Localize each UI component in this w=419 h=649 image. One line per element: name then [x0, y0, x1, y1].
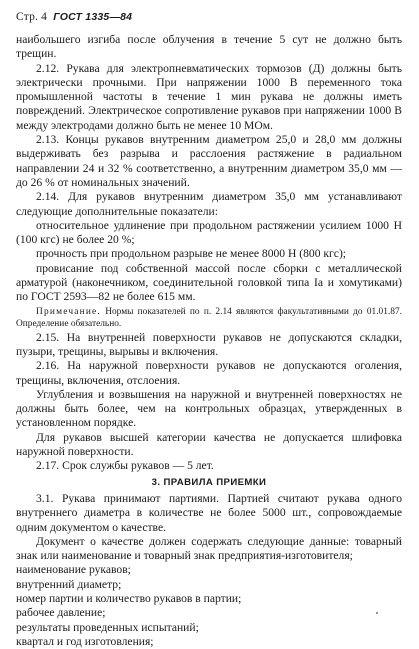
- page-header: [16, 11, 132, 23]
- section-title: 3. ПРАВИЛА ПРИЕМКИ: [151, 476, 267, 488]
- document-body: [16, 33, 402, 649]
- clause-2-17: 2.17. Срок службы рукавов — 5 лет.: [36, 459, 214, 473]
- note-text: Нормы показателей по п. 2.14 являются факультативными до 01.01.87. Определение обязательно.: [16, 306, 402, 329]
- standard-code: ГОСТ 1335—84: [53, 11, 133, 23]
- list-item: квартал и год изготовления;: [16, 634, 154, 648]
- clause-2-12: 2.12. Рукава для электропневматических тормозов (Д) должны быть электрически прочными. При напряжении 1000 В переменного тока промышленной частоты в течение 1 мин рукава не должны иметь повреждений. Электрическое сопротивление рукавов при напряжении 1000 В между электродами должно быть не менее 10 МОм.: [16, 61, 402, 132]
- paragraph-grinding: Для рукавов высшей категории качества не допускается шлифовка наружной поверхности.: [16, 430, 402, 459]
- note: [16, 306, 402, 330]
- clause-2-13: 2.13. Концы рукавов внутренним диаметром 25,0 и 28,0 мм должны выдерживать без разрыва и расслоения растяжение в радиальном направлении 24 и 32 % соответственно, а внутренним диаметром 35,0 мм — до 26 % от номинальных значений.: [16, 133, 402, 189]
- clause-2-14: 2.14. Для рукавов внутренним диаметром 35,0 мм устанавливают следующие дополнительные показатели:: [16, 190, 402, 218]
- clause-2-15: 2.15. На внутренней поверхности рукавов не допускаются складки, пузыри, трещины, вырывы и включения.: [16, 330, 402, 358]
- page-number: Стр. 4: [16, 11, 48, 23]
- paragraph-continuation: наибольшего изгиба после облучения в течение 5 сут не должно быть трещин.: [16, 33, 402, 61]
- paragraph-surface-defects: Углубления и возвышения на наружной и внутренней поверхностях не должны быть более, чем на контрольных образцах, утвержденных в установленном порядке.: [16, 387, 402, 430]
- list-item: рабочее давление;: [16, 606, 106, 620]
- list-item: наименование рукавов;: [16, 563, 131, 577]
- clause-2-16: 2.16. На наружной поверхности рукавов не допускаются оголения, трещины, включения, отслоения.: [16, 359, 402, 387]
- clause-3-1: 3.1. Рукава принимают партиями. Партией считают рукава одного внутреннего диаметра в количестве не более 5000 шт., сопровождаемые одним документом о качестве.: [16, 491, 402, 534]
- indicator-sag: провисание под собственной массой после сборки с металлической арматурой (наконечником, соединительной головкой типа Iа и хомутиками) по ГОСТ 2593—82 не более 615 мм.: [16, 261, 402, 304]
- scan-speck: [376, 612, 378, 614]
- list-item: внутренний диаметр;: [16, 577, 122, 591]
- indicator-strength: прочность при продольном разрыве не менее 8000 Н (800 кгс);: [36, 247, 347, 261]
- list-item: номер партии и количество рукавов в партии;: [16, 591, 242, 605]
- indicator-elongation: относительное удлинение при продольном растяжении усилием 1000 Н (100 кгс) не более 20 %;: [16, 218, 402, 247]
- note-label: Примечание.: [36, 306, 101, 317]
- list-item: результаты проведенных испытаний;: [16, 620, 199, 634]
- paragraph-quality-document: Документ о качестве должен содержать следующие данные: товарный знак или наименование и товарный знак предприятия-изготовителя;: [16, 534, 402, 563]
